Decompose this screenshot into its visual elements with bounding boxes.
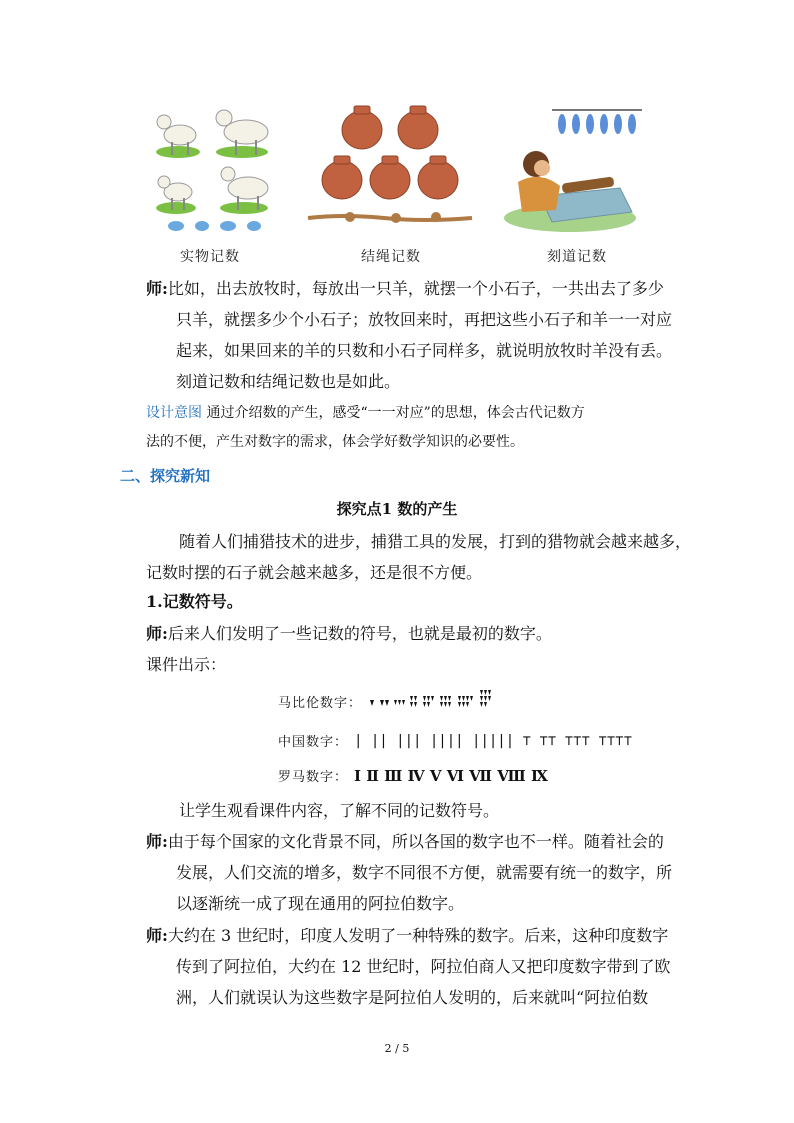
caption-carving-counting: 刻道记数 [547,249,607,265]
courseware-label: 课件出示： [146,655,227,674]
roman-numerals: Ⅰ Ⅱ Ⅲ Ⅳ Ⅴ Ⅵ Ⅶ Ⅷ Ⅸ [354,766,548,785]
teacher-paragraph-4: 师:大约在 3 世纪时，印度人发明了一种特殊的数字。后来，这种印度数字 传到了阿拉伯，大约在 12 世纪时，阿拉伯商人又把印度数字带到了欧 洲，人们就误认为这些数字是阿拉伯人发明的，后来就叫“阿拉伯数 [146,926,671,1007]
teacher-paragraph-3: 师:由于每个国家的文化背景不同，所以各国的数字也不一样。随着社会的 发展，人们交流的增多，数字不同很不方便，就需要有统一的数字，所 以逐渐统一成了现在通用的阿拉伯数字。 [146,832,673,913]
caption-rope-counting: 结绳记数 [361,249,421,265]
section-title: 二、探究新知 [120,467,211,485]
page-number: 2 / 5 [384,1042,410,1055]
chinese-rod-numerals: | || ||| |||| ||||| ⊤ ⊤⊤ ⊤⊤⊤ ⊤⊤⊤⊤ [354,732,633,749]
paragraph-students-observe: 让学生观看课件内容，了解不同的记数符号。 [179,801,500,820]
babylonian-numerals [368,690,498,712]
knot-icon [345,212,355,222]
goat-icon [156,115,200,158]
design-intent-note: 设计意图 通过介绍数的产生，感受“一一对应”的思想，体会古代记数方 法的不便，产生对数字的需求，体会学好数学知识的必要性。 [146,405,585,450]
teacher-paragraph-2: 师:后来人们发明了一些记数的符号，也就是最初的数字。 课件出示： [146,618,676,680]
carving-illustration [500,100,650,235]
design-intent-tag: 设计意图 [146,405,202,421]
numeral-row-babylonian: 马比伦数字： [278,690,498,712]
paragraph-hunting: 随着人们捕猎技术的进步，捕猎工具的发展，打到的猎物就会越来越多， 记数时摆的石子就会越来越多，还是很不方便。 [146,532,692,582]
pots-rope-illustration [304,100,474,235]
fish-icon [558,114,636,134]
goats-stones-illustration [150,100,280,235]
caption-object-counting: 实物记数 [180,249,240,265]
numeral-row-chinese: 中国数字： | || ||| |||| ||||| ⊤ ⊤⊤ ⊤⊤⊤ ⊤⊤⊤⊤ [278,732,633,750]
explore-point-title: 探究点1 数的产生 [336,500,458,518]
teacher-paragraph-1: 师:比如，出去放牧时，每放出一只羊，就摆一个小石子，一共出去了多少 只羊，就摆多少个小石子；放牧回来时，再把这些小石子和羊一一对应 起来，如果回来的羊的只数和小石子同样多，就说明放牧时羊没有丢。 刻道记数和结绳记数也是如此。 [146,279,673,391]
subheading-counting-symbols: 1.记数符号。 [146,592,243,611]
speaker-label: 师: [146,279,168,298]
stone-icon [168,221,184,231]
numeral-row-roman: 罗马数字： Ⅰ Ⅱ Ⅲ Ⅳ Ⅴ Ⅵ Ⅶ Ⅷ Ⅸ [278,766,548,785]
